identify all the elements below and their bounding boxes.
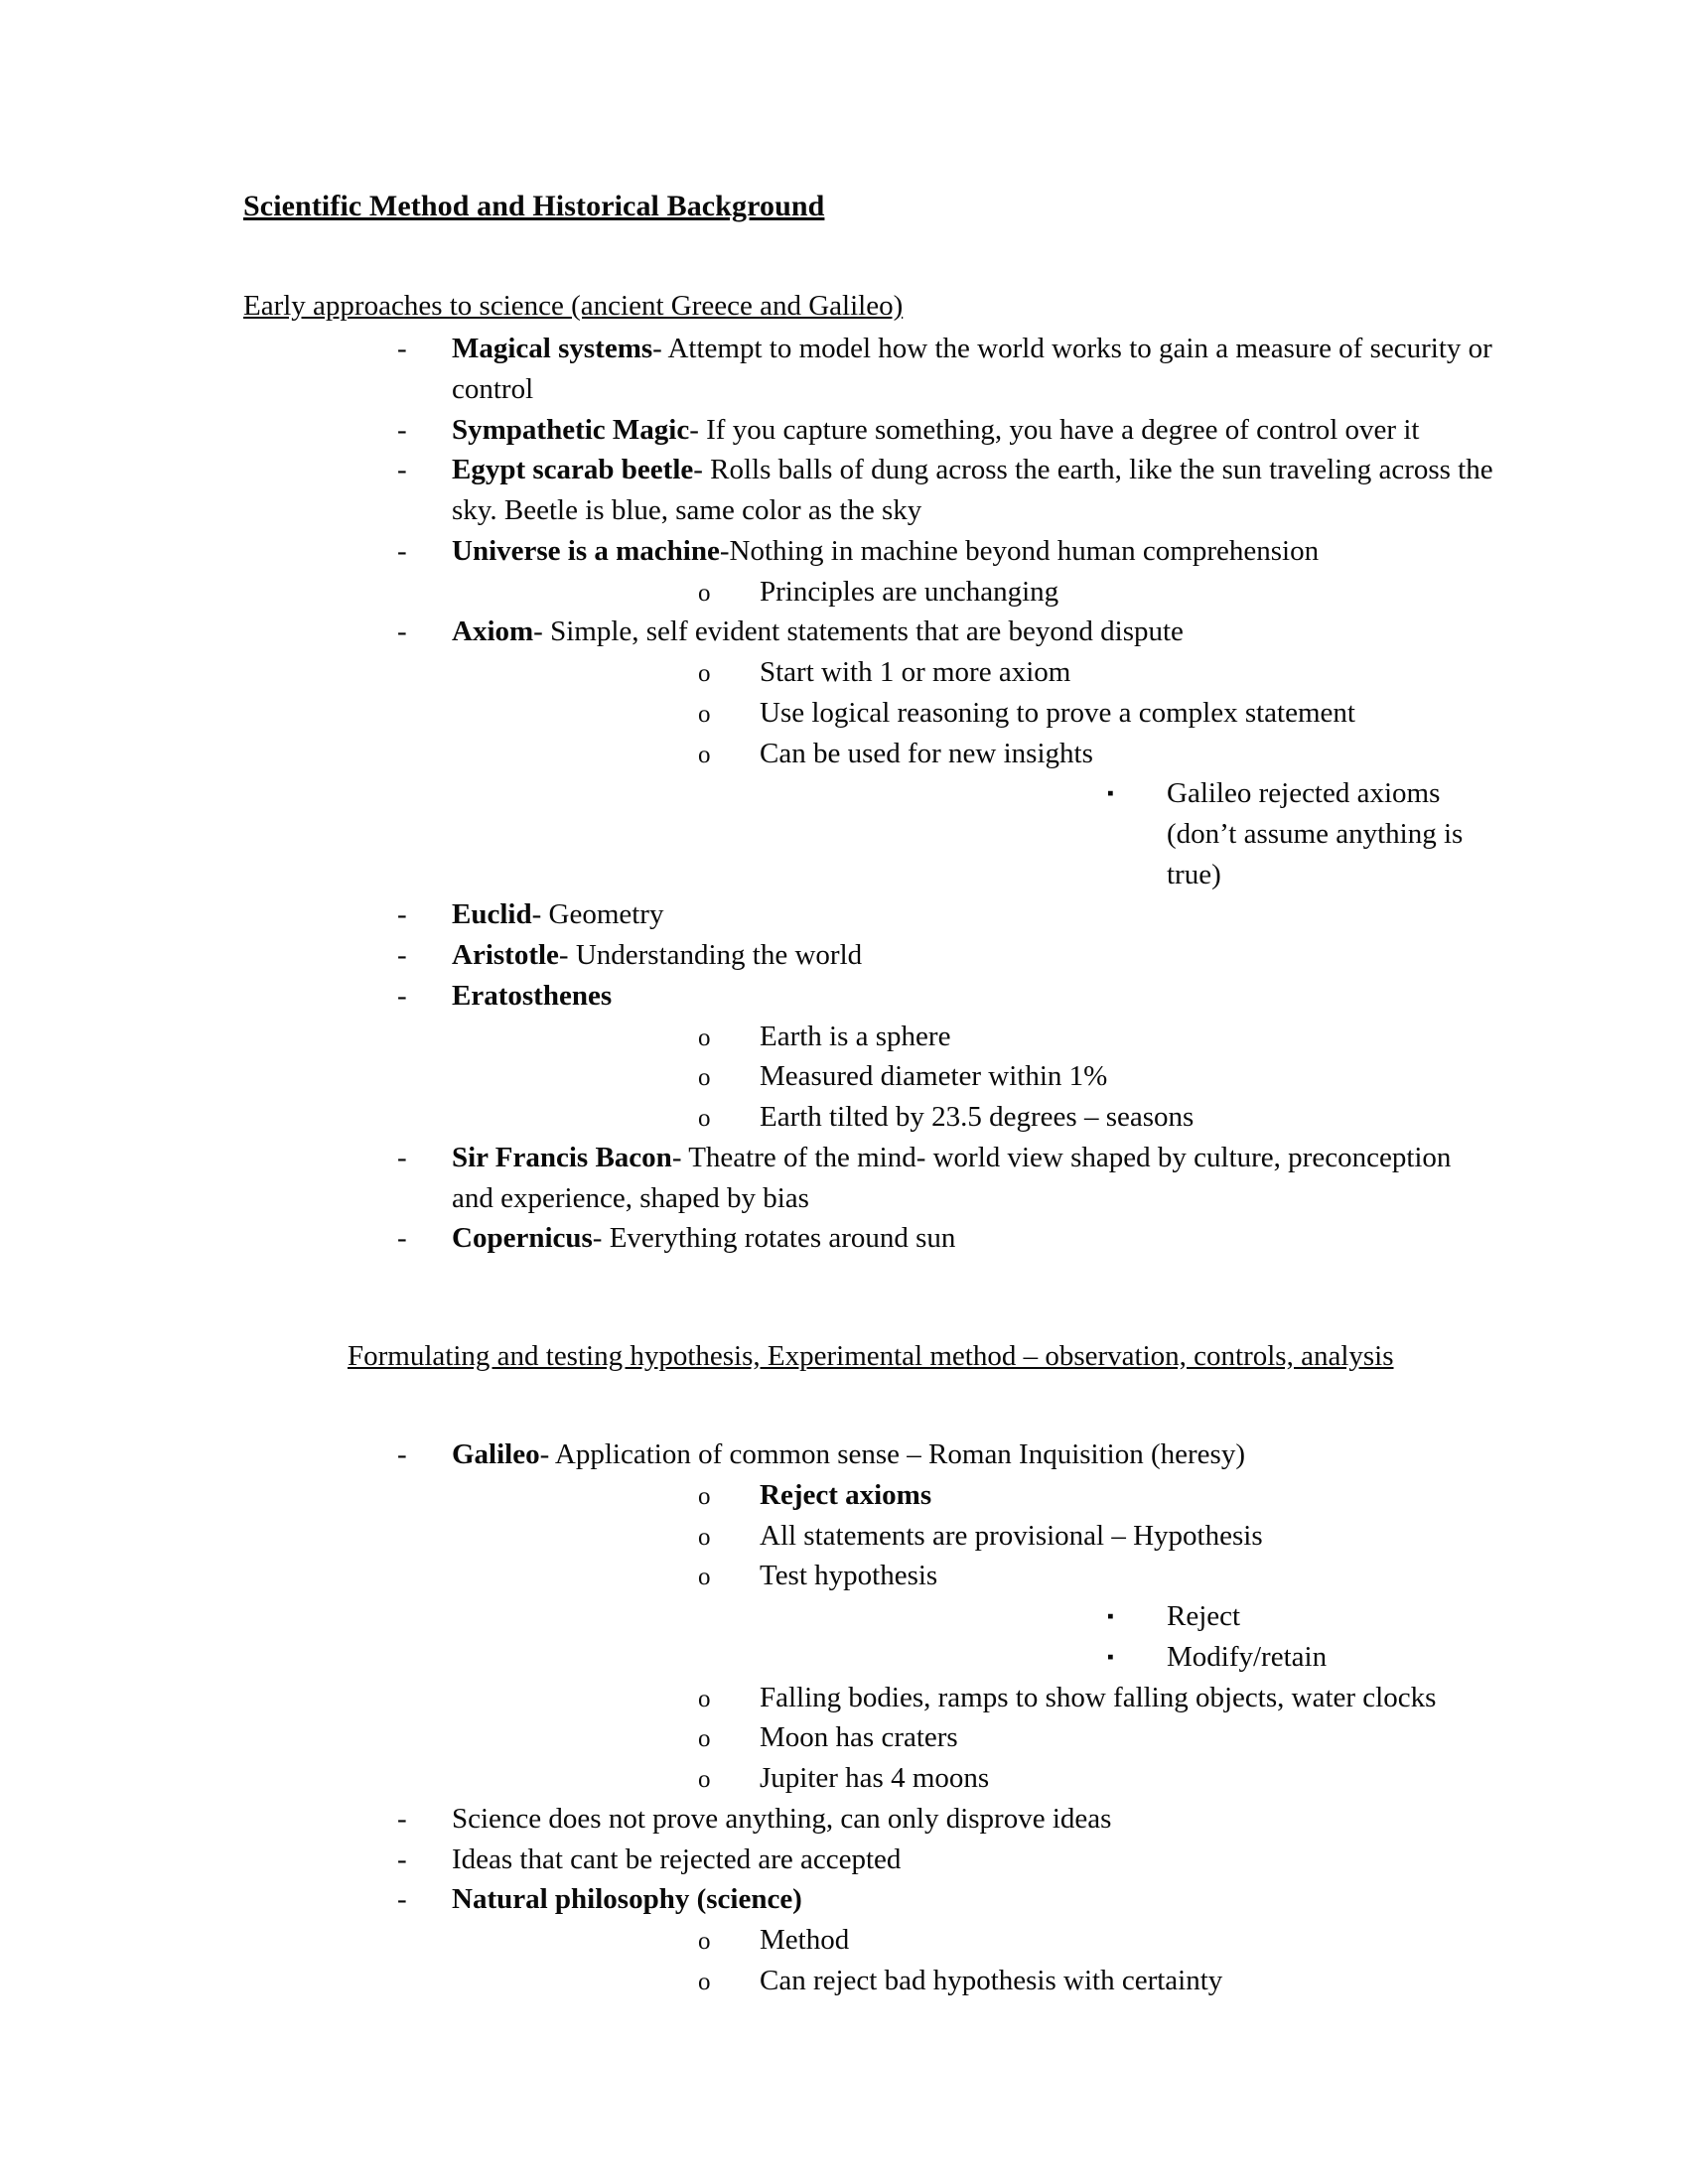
circle-bullet-icon: o bbox=[698, 1482, 711, 1510]
list-item-text: - Rolls balls of dung across the earth, like the sun traveling across the sky. Beetle is blue, same color as the sky bbox=[452, 454, 1493, 527]
list-item-term: Axiom bbox=[452, 615, 534, 648]
circle-bullet-icon: o bbox=[698, 1523, 711, 1551]
list-item bbox=[243, 410, 1499, 451]
list-item bbox=[452, 693, 1499, 734]
circle-bullet-icon: o bbox=[698, 1928, 711, 1956]
circle-bullet-icon: o bbox=[698, 1968, 711, 1995]
circle-bullet-icon: o bbox=[698, 741, 711, 768]
heading-spacer bbox=[243, 1379, 1499, 1434]
list-item-text: Earth is a sphere bbox=[760, 1020, 951, 1052]
list-item-term: Euclid bbox=[452, 898, 532, 931]
dash-bullet-icon: - bbox=[397, 1141, 407, 1173]
list-item-text: Ideas that cant be rejected are accepted bbox=[452, 1843, 902, 1875]
dash-bullet-icon: - bbox=[397, 1843, 407, 1875]
list-item-text: Galileo rejected axioms (don’t assume anything is true) bbox=[1167, 777, 1464, 890]
list-item-text: - If you capture something, you have a degree of control over it bbox=[689, 413, 1420, 446]
list-item-term: Eratosthenes bbox=[452, 979, 613, 1012]
list-item-text: Moon has craters bbox=[760, 1721, 958, 1754]
list-item bbox=[243, 329, 1499, 409]
list-item bbox=[452, 1678, 1499, 1718]
list-item-text: Earth tilted by 23.5 degrees – seasons bbox=[760, 1101, 1195, 1134]
list-item-term: Sir Francis Bacon bbox=[452, 1141, 672, 1173]
list-item-text: Science does not prove anything, can only disprove ideas bbox=[452, 1802, 1112, 1835]
sub-list bbox=[452, 652, 1499, 894]
sub-sub-list bbox=[760, 1596, 1499, 1677]
list-item-term: Egypt scarab beetle bbox=[452, 454, 694, 486]
list-item bbox=[452, 1516, 1499, 1557]
sub-list bbox=[452, 1475, 1499, 1799]
list-item-text: Principles are unchanging bbox=[760, 575, 1059, 608]
list-item bbox=[760, 1596, 1499, 1637]
dash-bullet-icon: - bbox=[397, 898, 407, 931]
dash-bullet-icon: - bbox=[397, 1222, 407, 1255]
list-item-text: - Geometry bbox=[531, 898, 664, 931]
list-item-term: Magical systems bbox=[452, 333, 653, 365]
outline-list-section-1 bbox=[243, 329, 1499, 1259]
dash-bullet-icon: - bbox=[397, 413, 407, 446]
sub-list bbox=[452, 1017, 1499, 1138]
circle-bullet-icon: o bbox=[698, 1766, 711, 1794]
sub-list bbox=[452, 572, 1499, 613]
list-item bbox=[243, 1218, 1499, 1259]
dash-bullet-icon: - bbox=[397, 979, 407, 1012]
list-item-text: - Everything rotates around sun bbox=[592, 1222, 956, 1255]
list-item-text: Measured diameter within 1% bbox=[760, 1060, 1108, 1093]
list-item-text: Method bbox=[760, 1924, 850, 1957]
page-title: Scientific Method and Historical Background bbox=[243, 190, 825, 222]
dash-bullet-icon: - bbox=[397, 454, 407, 486]
sub-sub-list bbox=[760, 773, 1499, 894]
list-item bbox=[243, 976, 1499, 1138]
list-item bbox=[243, 1840, 1499, 1880]
list-item bbox=[452, 1017, 1499, 1057]
list-item-term: Sympathetic Magic bbox=[452, 413, 690, 446]
list-item-text: All statements are provisional – Hypothesis bbox=[760, 1519, 1263, 1552]
square-bullet-icon: ▪ bbox=[1107, 783, 1114, 805]
list-item bbox=[452, 652, 1499, 693]
circle-bullet-icon: o bbox=[698, 1064, 711, 1092]
list-item-text: - Application of common sense – Roman Inquisition (heresy) bbox=[539, 1438, 1245, 1471]
list-item bbox=[243, 1879, 1499, 2000]
list-item bbox=[452, 1475, 1499, 1516]
square-bullet-icon: ▪ bbox=[1107, 1646, 1114, 1668]
list-item bbox=[243, 1138, 1499, 1218]
list-item-text: Use logical reasoning to prove a complex statement bbox=[760, 696, 1355, 729]
list-item bbox=[243, 935, 1499, 976]
circle-bullet-icon: o bbox=[698, 1685, 711, 1712]
dash-bullet-icon: - bbox=[397, 939, 407, 972]
list-item bbox=[452, 1920, 1499, 1961]
list-item bbox=[243, 450, 1499, 530]
outline-list-section-2 bbox=[243, 1434, 1499, 2000]
dash-bullet-icon: - bbox=[397, 1883, 407, 1916]
list-item bbox=[452, 1758, 1499, 1799]
list-item bbox=[243, 1799, 1499, 1840]
circle-bullet-icon: o bbox=[698, 1105, 711, 1133]
list-item bbox=[452, 734, 1499, 895]
list-item-term: Natural philosophy (science) bbox=[452, 1883, 802, 1916]
circle-bullet-icon: o bbox=[698, 1725, 711, 1753]
list-item-term: Reject axioms bbox=[760, 1478, 932, 1511]
list-item bbox=[452, 1961, 1499, 2001]
section-heading-1: Early approaches to science (ancient Greece and Galileo) bbox=[243, 290, 904, 322]
list-item-text: Can be used for new insights bbox=[760, 737, 1093, 769]
list-item-text: Falling bodies, ramps to show falling objects, water clocks bbox=[760, 1681, 1437, 1713]
list-item-text: - Attempt to model how the world works to gain a measure of security or control bbox=[452, 333, 1492, 405]
list-item-text: Start with 1 or more axiom bbox=[760, 656, 1071, 689]
circle-bullet-icon: o bbox=[698, 1564, 711, 1591]
list-item bbox=[760, 773, 1499, 894]
list-item-text: - Understanding the world bbox=[558, 939, 863, 972]
list-item-text: - Simple, self evident statements that are beyond dispute bbox=[533, 615, 1184, 648]
list-item-text: Modify/retain bbox=[1167, 1640, 1328, 1673]
list-item bbox=[452, 1056, 1499, 1097]
list-item-term: Copernicus bbox=[452, 1222, 593, 1255]
square-bullet-icon: ▪ bbox=[1107, 1606, 1114, 1628]
list-item bbox=[452, 1717, 1499, 1758]
list-item bbox=[243, 1434, 1499, 1799]
list-item-text: Test hypothesis bbox=[760, 1560, 938, 1592]
dash-bullet-icon: - bbox=[397, 534, 407, 567]
list-item-term: Galileo bbox=[452, 1438, 540, 1471]
list-item-term: Universe is a machine bbox=[452, 534, 720, 567]
list-item-text: Jupiter has 4 moons bbox=[760, 1762, 990, 1795]
section-heading-2: Formulating and testing hypothesis, Experimental method – observation, controls, analysis bbox=[348, 1340, 1394, 1373]
list-item-term: Aristotle bbox=[452, 939, 559, 972]
list-item-text: - Theatre of the mind- world view shaped by culture, preconception and experience, shaped by bias bbox=[452, 1141, 1452, 1214]
list-item bbox=[452, 1556, 1499, 1677]
circle-bullet-icon: o bbox=[698, 579, 711, 607]
list-item bbox=[760, 1637, 1499, 1678]
list-item bbox=[452, 572, 1499, 613]
circle-bullet-icon: o bbox=[698, 1024, 711, 1051]
dash-bullet-icon: - bbox=[397, 333, 407, 365]
list-item-text: Reject bbox=[1167, 1600, 1241, 1633]
dash-bullet-icon: - bbox=[397, 1802, 407, 1835]
dash-bullet-icon: - bbox=[397, 1438, 407, 1471]
list-item bbox=[243, 894, 1499, 935]
list-item-text: Can reject bad hypothesis with certainty bbox=[760, 1964, 1223, 1996]
sub-list bbox=[452, 1920, 1499, 2000]
list-item bbox=[452, 1097, 1499, 1138]
circle-bullet-icon: o bbox=[698, 700, 711, 728]
section-spacer bbox=[243, 1259, 1499, 1336]
list-item-text: -Nothing in machine beyond human comprehension bbox=[719, 534, 1320, 567]
circle-bullet-icon: o bbox=[698, 660, 711, 688]
list-item bbox=[243, 612, 1499, 894]
dash-bullet-icon: - bbox=[397, 615, 407, 648]
list-item bbox=[243, 531, 1499, 612]
